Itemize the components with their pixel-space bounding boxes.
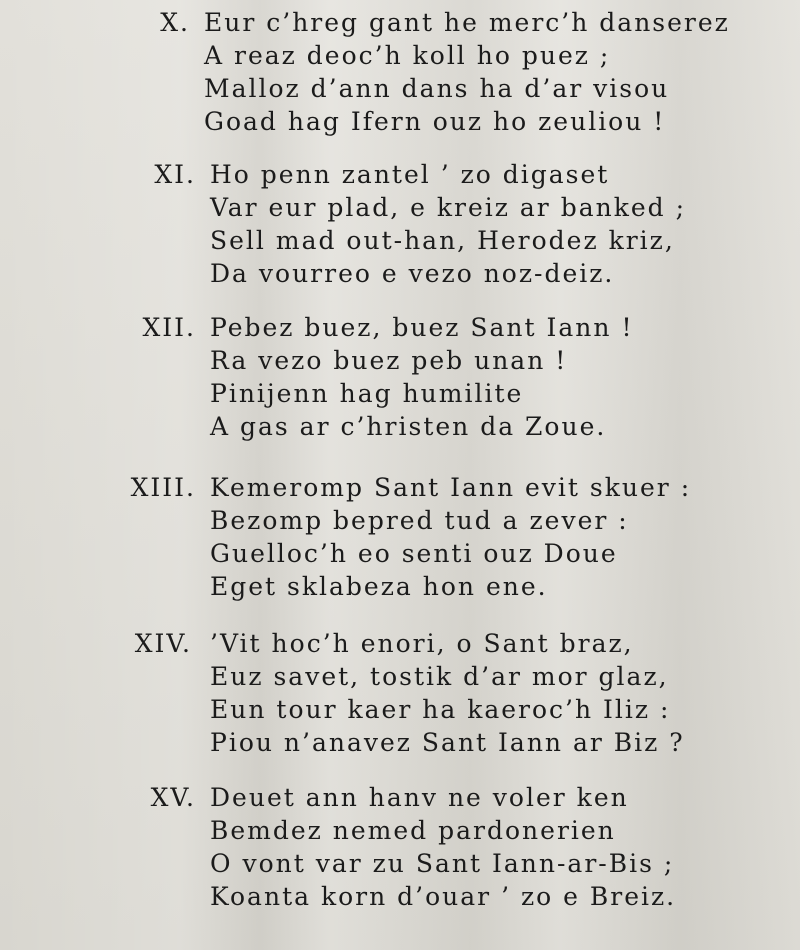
stanza-numeral: XIII.	[130, 473, 196, 502]
verse-line: Bezomp bepred tud a zever :	[210, 506, 629, 535]
stanza-numeral: XI.	[154, 160, 196, 189]
verse-line: Koanta korn d’ouar ’ zo e Breiz.	[210, 882, 677, 911]
verse-line: Ho penn zantel ’ zo digaset	[210, 160, 610, 189]
verse-line: Kemeromp Sant Iann evit skuer :	[210, 473, 692, 502]
verse-line: A reaz deoc’h koll ho puez ;	[204, 41, 611, 70]
verse-line: A gas ar c’hristen da Zoue.	[210, 412, 607, 441]
stanza-numeral: XIV.	[134, 629, 192, 658]
verse-line: Piou n’anavez Sant Iann ar Biz ?	[210, 728, 685, 757]
verse-line: Eun tour kaer ha kaeroc’h Iliz :	[210, 695, 671, 724]
verse-line: O vont var zu Sant Iann-ar-Bis ;	[210, 849, 675, 878]
verse-line: Da vourreo e vezo noz-deiz.	[210, 259, 615, 288]
verse-line: Euz savet, tostik d’ar mor glaz,	[210, 662, 669, 691]
verse-line: Goad hag Ifern ouz ho zeuliou !	[204, 107, 666, 136]
stanza-numeral: XV.	[150, 783, 196, 812]
verse-line: Malloz d’ann dans ha d’ar visou	[204, 74, 670, 103]
verse-line: Sell mad out-han, Herodez kriz,	[210, 226, 675, 255]
verse-line: Eget sklabeza hon ene.	[210, 572, 548, 601]
verse-line: Ra vezo buez peb unan !	[210, 346, 568, 375]
verse-line: Guelloc’h eo senti ouz Doue	[210, 539, 618, 568]
verse-line: Bemdez nemed pardonerien	[210, 816, 616, 845]
verse-line: ’Vit hoc’h enori, o Sant braz,	[210, 629, 634, 658]
verse-line: Deuet ann hanv ne voler ken	[210, 783, 629, 812]
verse-line: Pinijenn hag humilite	[210, 379, 524, 408]
stanza-numeral: X.	[160, 8, 190, 37]
verse-line: Eur c’hreg gant he merc’h danserez	[204, 8, 730, 37]
verse-line: Var eur plad, e kreiz ar banked ;	[210, 193, 687, 222]
verse-line: Pebez buez, buez Sant Iann !	[210, 313, 634, 342]
stanza-numeral: XII.	[142, 313, 196, 342]
